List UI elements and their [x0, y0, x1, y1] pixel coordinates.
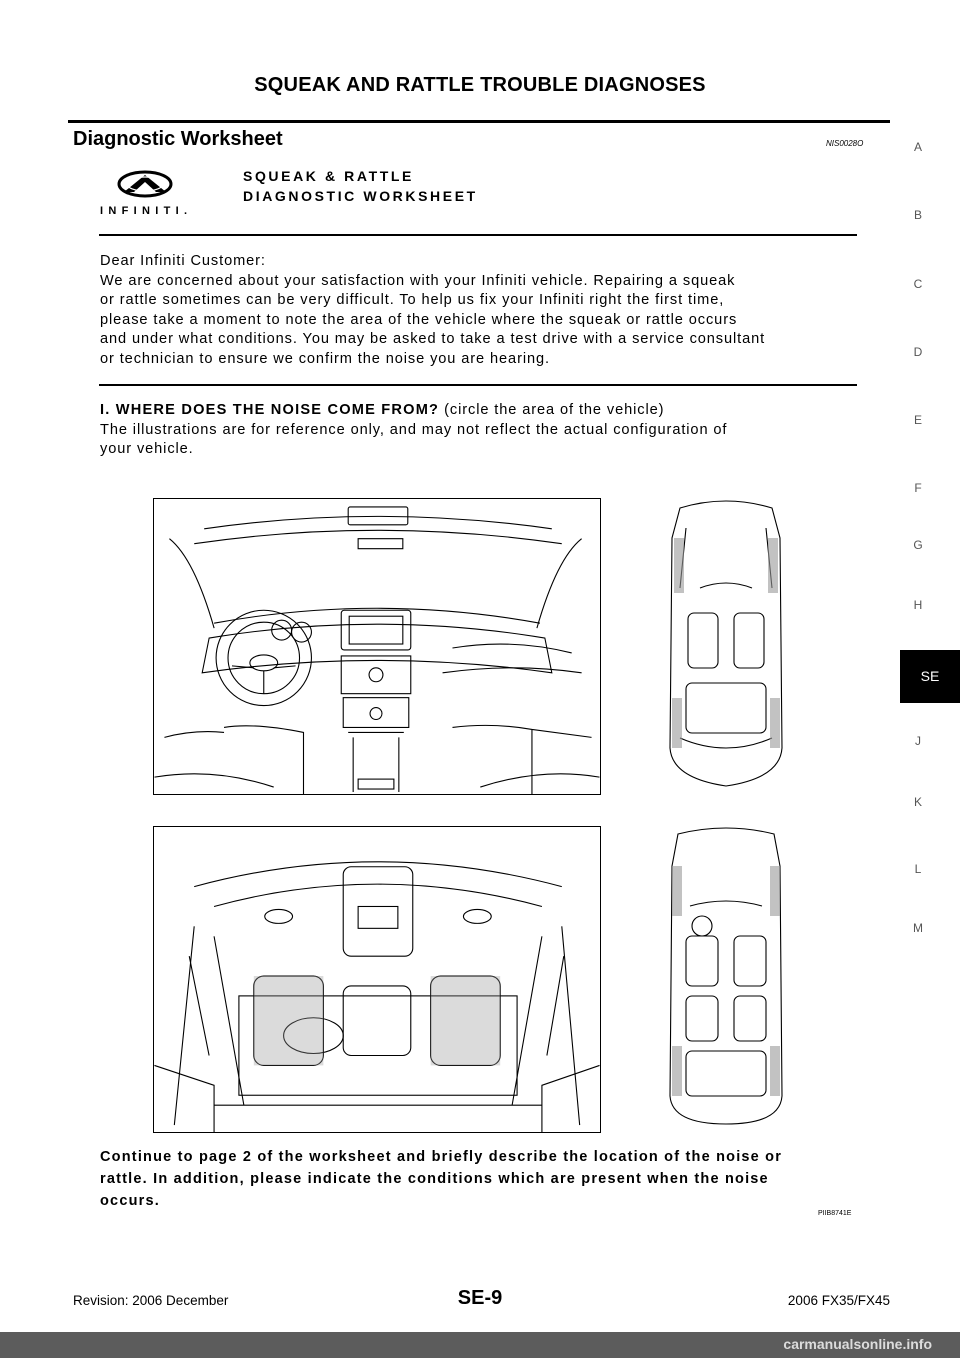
tab-c[interactable]: C	[913, 277, 923, 291]
intro-line: please take a moment to note the area of the vehicle where the squeak or rattle occurs	[100, 311, 738, 328]
tab-se-active[interactable]: SE	[900, 650, 960, 703]
section-divider	[99, 234, 857, 236]
question-bold: I. WHERE DOES THE NOISE COME FROM?	[100, 402, 440, 418]
tab-j[interactable]: J	[915, 734, 921, 748]
tab-l[interactable]: L	[914, 862, 922, 876]
logo-text: INFINITI.	[100, 205, 193, 217]
tab-f[interactable]: F	[914, 481, 922, 495]
illustration-note: The illustrations are for reference only, and may not reflect the actual configuration of	[100, 421, 728, 438]
section-title: Diagnostic Worksheet	[73, 128, 283, 150]
tab-g[interactable]: G	[913, 538, 923, 552]
intro-line: or technician to ensure we confirm the noise you are hearing.	[100, 350, 550, 367]
vehicle-topview-front[interactable]	[650, 498, 802, 788]
vehicle-topview-rear[interactable]	[650, 826, 802, 1126]
continue-instructions	[100, 1146, 870, 1212]
intro-line: and under what conditions. You may be asked to take a test drive with a service consultant	[100, 331, 766, 347]
tab-a[interactable]: A	[913, 140, 922, 154]
question-rest: (circle the area of the vehicle)	[439, 402, 665, 418]
continue-line: occurs.	[100, 1193, 160, 1209]
cargo-interior-illustration[interactable]	[153, 826, 601, 1133]
continue-line: rattle. In addition, please indicate the conditions which are present when the noise	[100, 1171, 769, 1187]
section-divider	[99, 384, 857, 386]
tab-d[interactable]: D	[913, 345, 923, 359]
question-line	[100, 401, 727, 421]
customer-letter	[100, 252, 765, 369]
footer-page-number: SE-9	[457, 1287, 503, 1309]
worksheet-title-line1: SQUEAK & RATTLE	[243, 168, 414, 184]
illustration-note: your vehicle.	[100, 441, 194, 457]
page-header: SQUEAK AND RATTLE TROUBLE DIAGNOSES	[254, 74, 706, 96]
continue-line: Continue to page 2 of the worksheet and briefly describe the location of the noise or	[100, 1149, 783, 1165]
tab-h[interactable]: H	[913, 598, 923, 612]
watermark-text[interactable]: carmanualsonline.info	[783, 1336, 932, 1352]
tab-e[interactable]: E	[913, 413, 922, 427]
header-rule	[68, 120, 890, 123]
section-code: NIS0028O	[826, 139, 864, 148]
noise-question	[100, 401, 727, 460]
dashboard-illustration[interactable]	[153, 498, 601, 795]
greeting: Dear Infiniti Customer:	[100, 253, 266, 269]
worksheet-title	[243, 166, 478, 206]
footer-model: 2006 FX35/FX45	[787, 1293, 890, 1308]
intro-line: We are concerned about your satisfaction with your Infiniti vehicle. Repairing a squeak	[100, 272, 736, 289]
tab-k[interactable]: K	[913, 795, 922, 809]
intro-line: or rattle sometimes can be very difficult. To help us fix your Infiniti right the first time,	[100, 292, 725, 308]
figure-code: PIIB8741E	[818, 1210, 852, 1217]
footer-revision: Revision: 2006 December	[73, 1293, 229, 1308]
tab-b[interactable]: B	[913, 208, 922, 222]
tab-m[interactable]: M	[913, 921, 923, 935]
worksheet-title-line2: DIAGNOSTIC WORKSHEET	[243, 188, 478, 204]
watermark-bar	[0, 1332, 960, 1358]
